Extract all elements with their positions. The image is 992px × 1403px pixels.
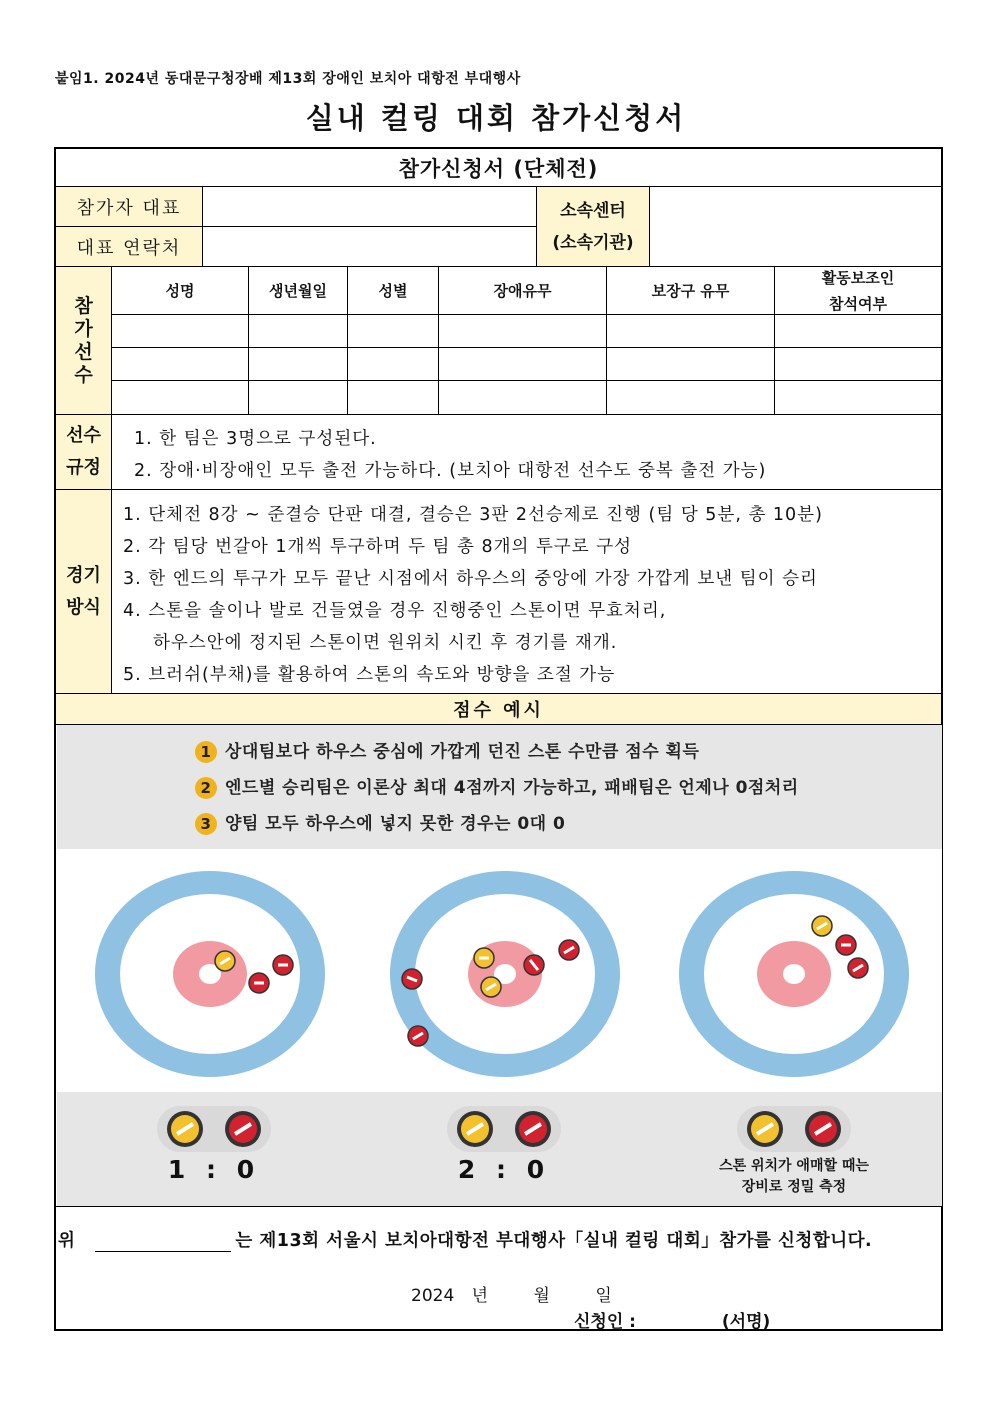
rules-side-label: 선수 규정 <box>56 415 111 489</box>
method-4: 4. 스톤을 솔이나 발로 건들였을 경우 진행중인 스톤이면 무효처리, <box>123 601 667 621</box>
number-badge-icon: 3 <box>195 813 217 835</box>
number-badge-icon: 2 <box>195 777 217 799</box>
score-example-2: 2 : 0 <box>457 1155 551 1184</box>
application-form <box>54 147 943 1331</box>
score-example-1: 1 : 0 <box>167 1155 261 1184</box>
scoring-point-1: 1 상대팀보다 하우스 중심에 가깝게 던진 스톤 수만큼 점수 획득 <box>195 737 699 763</box>
rep-name-field[interactable] <box>203 187 536 226</box>
method-side-label: 경기 방식 <box>56 490 111 693</box>
col-birthdate: 생년월일 <box>269 281 327 300</box>
player-row-3[interactable] <box>112 381 941 414</box>
rep-label: 참가자 대표 <box>56 187 202 226</box>
col-assistant: 활동보조인 참석여부 <box>821 268 895 313</box>
players-side-text: 참 가 선 수 <box>74 294 93 386</box>
scoring-point-2: 2 엔드별 승리팀은 이론상 최대 4점까지 가능하고, 패배팀은 언제나 0점처리 <box>195 773 799 799</box>
house-example-1-icon <box>93 863 333 1079</box>
applicant-signature-line: 신청인 : (서명) <box>574 1312 771 1332</box>
player-row-1[interactable] <box>112 315 941 347</box>
declaration: 위 는 제13회 서울시 보치아대항전 부대행사「실내 컬링 대회」참가를 신청합니다. <box>58 1231 873 1251</box>
col-name: 성명 <box>165 281 195 300</box>
method-1: 1. 단체전 8강 ~ 준결승 단판 대결, 결승은 3판 2선승제로 진행 (팀 당 5분, 총 10분) <box>123 505 823 525</box>
score-example-header: 점수 예시 <box>56 694 941 724</box>
col-gender: 성별 <box>378 281 408 300</box>
method-3: 3. 한 엔드의 투구가 모두 끝난 시점에서 하우스의 중앙에 가장 가깝게 보낸 팀이 승리 <box>123 569 818 589</box>
rule-2: 2. 장애·비장애인 모두 출전 가능하다. (보치아 대항전 선수도 중복 출전 가능) <box>134 461 767 481</box>
measurement-note: 스톤 위치가 애매할 때는 장비로 정밀 측정 <box>719 1158 869 1195</box>
stone-pair-3-icon <box>737 1106 851 1152</box>
page-title: 실내 컬링 대회 참가신청서 <box>305 101 687 135</box>
stone-pair-2-icon <box>447 1106 561 1152</box>
center-label-line2: (소속기관) <box>552 232 634 253</box>
signature-label[interactable]: (서명) <box>721 1312 771 1332</box>
scoring-point-3: 3 양팀 모두 하우스에 넣지 못한 경우는 0대 0 <box>195 809 565 835</box>
center-label <box>537 187 649 266</box>
method-5: 5. 브러쉬(부채)를 활용하여 스톤의 속도와 방향을 조절 가능 <box>123 665 616 685</box>
players-side-label <box>56 267 111 414</box>
col-disability: 장애유무 <box>493 281 552 300</box>
method-2: 2. 각 팀당 번갈아 1개씩 투구하며 두 팀 총 8개의 투구로 구성 <box>123 537 633 557</box>
sheet-title: 참가신청서 (단체전) <box>398 156 599 181</box>
stone-pair-1-icon <box>157 1106 271 1152</box>
player-row-2[interactable] <box>112 348 941 380</box>
attachment-label: 붙임1. 2024년 동대문구청장배 제13회 장애인 보치아 대항전 부대행사 <box>55 71 521 87</box>
col-assistive-device: 보장구 유무 <box>651 281 730 300</box>
center-label-line1: 소속센터 <box>560 200 626 221</box>
scoring-infographic <box>57 725 942 1206</box>
house-example-2-icon <box>387 863 627 1079</box>
number-badge-icon: 1 <box>195 741 217 763</box>
applicant-name-blank[interactable] <box>95 1235 231 1252</box>
contact-label: 대표 연락처 <box>56 227 202 266</box>
center-field[interactable] <box>650 187 941 266</box>
rep-contact-field[interactable] <box>203 227 536 266</box>
house-example-3-icon <box>677 863 917 1079</box>
rule-1: 1. 한 팀은 3명으로 구성된다. <box>134 429 377 449</box>
date-line: 2024 년 월 일 <box>411 1286 612 1306</box>
method-4-cont: 하우스안에 정지된 스톤이면 원위치 시킨 후 경기를 재개. <box>153 633 618 653</box>
